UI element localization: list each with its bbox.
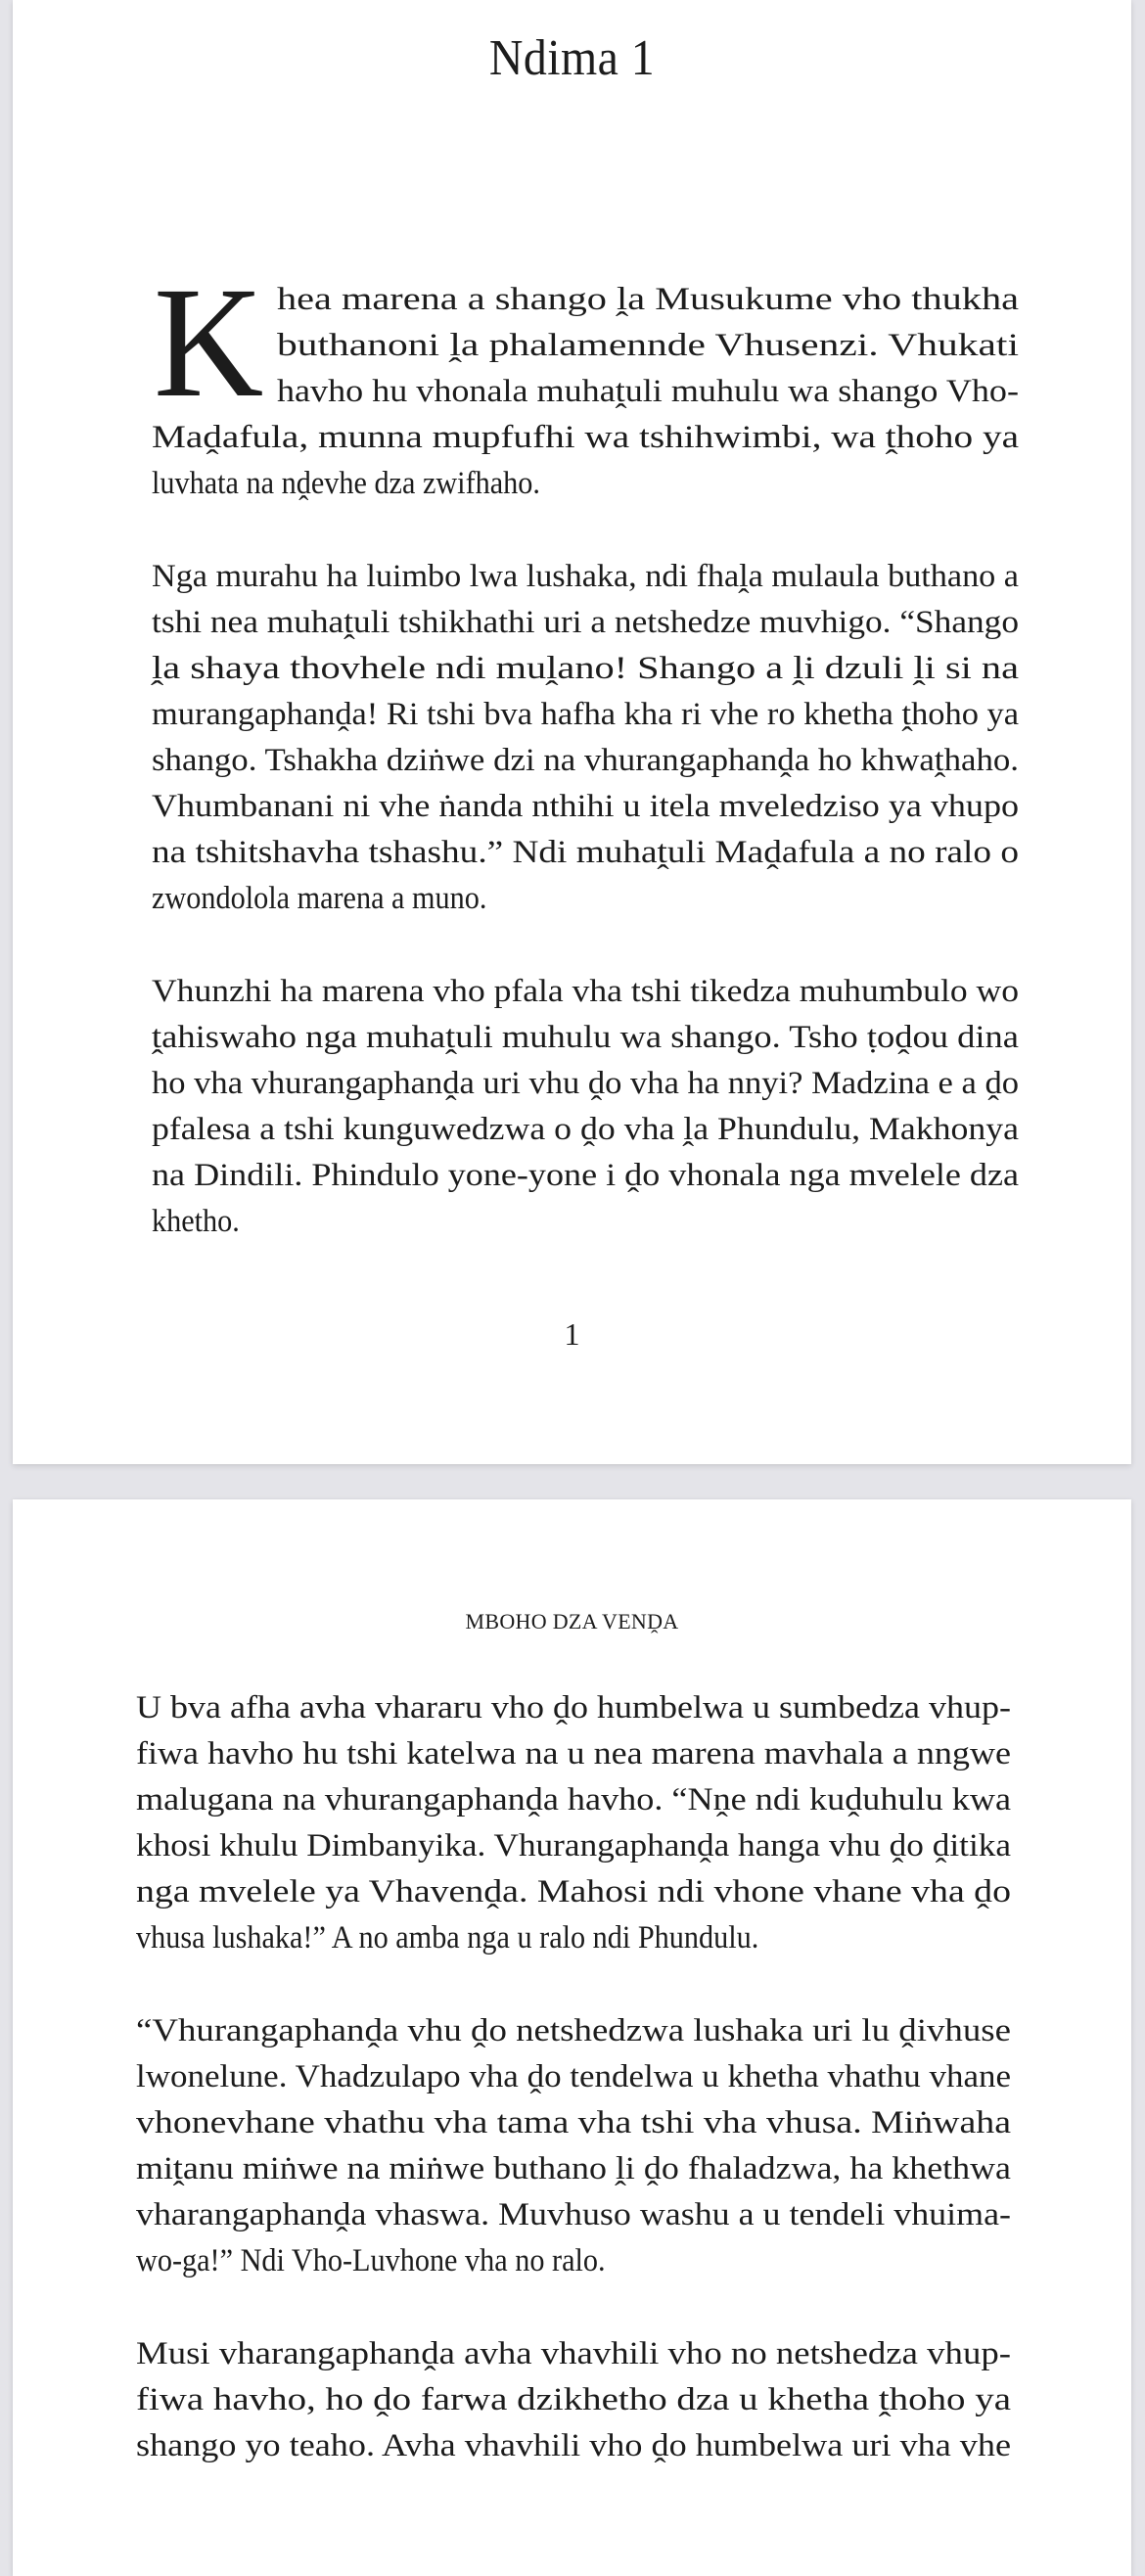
text-line: Vhunzhi ha marena vho pfala vha tshi tikedza muhumbulo wo [152, 974, 1019, 1009]
text-line: lwonelune. Vhadzulapo vha ḓo tendelwa u khetha vhathu vhane [136, 2059, 1011, 2094]
text-line: shango yo teaho. Avha vhavhili vho ḓo humbelwa uri vha vhe [136, 2428, 1011, 2463]
text-line: pfalesa a tshi kunguwedzwa o ḓo vha ḽa Phundulu, Makhonya [152, 1112, 1019, 1147]
text-line: hea marena a shango ḽa Musukume vho thukha [277, 282, 1019, 317]
text-line: “Vhurangaphanḓa vhu ḓo netshedzwa lushaka uri lu ḓivhuse [136, 2013, 1011, 2048]
text-line: Nga murahu ha luimbo lwa lushaka, ndi fhaḽa mulaula buthano a [152, 559, 1019, 594]
text-line: vharangaphanḓa vhaswa. Muvhuso washu a u tendeli vhuima- [136, 2197, 1011, 2232]
text-line: luvhata na nḓevhe dza zwifhaho. [152, 466, 540, 501]
text-line: ḽa shaya thovhele ndi muḽano! Shango a ḽi dzuli ḽi si na [152, 651, 1019, 686]
text-line: fiwa havho, ho ḓo farwa dzikhetho dza u khetha ṱhoho ya [136, 2382, 1011, 2417]
text-line: na Dindili. Phindulo yone-yone i ḓo vhonala nga mvelele dza [152, 1158, 1019, 1193]
text-line: shango. Tshakha dziṅwe dzi na vhurangaphanḓa ho khwaṱhaho. [152, 743, 1019, 778]
text-line: U bva afha avha vhararu vho ḓo humbelwa u sumbedza vhup- [136, 1690, 1011, 1725]
text-line: khetho. [152, 1204, 240, 1239]
text-line: khosi khulu Dimbanyika. Vhurangaphanḓa hanga vhu ḓo ḓitika [136, 1828, 1011, 1863]
text-line: malugana na vhurangaphanḓa havho. “Nṋe ndi kuḓuhulu kwa [136, 1782, 1011, 1817]
text-line: Vhumbanani ni vhe ṅanda nthihi u itela mveledziso ya vhupo [152, 789, 1019, 824]
chapter-title: Ndima 1 [488, 30, 656, 86]
text-line: Musi vharangaphanḓa avha vhavhili vho no netshedza vhup- [136, 2336, 1011, 2371]
text-line: wo-ga!” Ndi Vho-Luvhone vha no ralo. [136, 2243, 606, 2278]
text-line: fiwa havho hu tshi katelwa na u nea marena mavhala a nngwe [136, 1736, 1011, 1771]
text-line: vhusa lushaka!” A no amba nga u ralo ndi Phundulu. [136, 1920, 759, 1955]
running-head: MBOHO DZA VENḒA [465, 1609, 679, 1633]
text-line: zwondolola marena a muno. [152, 881, 487, 916]
document-page-1 [13, 0, 1131, 1464]
text-line: vhonevhane vhathu vha tama vha tshi vha vhusa. Miṅwaha [136, 2105, 1011, 2140]
text-line: na tshitshavha tshashu.” Ndi muhaṱuli Maḓafula a no ralo o [152, 835, 1019, 870]
text-line: ho vha vhurangaphanḓa uri vhu ḓo vha ha nnyi? Madzina e a ḓo [152, 1066, 1019, 1101]
text-line: miṱanu miṅwe na miṅwe buthano ḽi ḓo fhaladzwa, ha khethwa [136, 2151, 1011, 2186]
text-line: tshi nea muhaṱuli tshikhathi uri a netshedze muvhigo. “Shango [152, 605, 1019, 640]
text-line: nga mvelele ya Vhavenḓa. Mahosi ndi vhone vhane vha ḓo [136, 1874, 1011, 1909]
page-number: 1 [564, 1316, 580, 1352]
text-line: havho hu vhonala muhaṱuli muhulu wa shango Vho- [277, 374, 1019, 409]
text-line: buthanoni ḽa phalamennde Vhusenzi. Vhukati [277, 328, 1019, 363]
text-line: ṱahiswaho nga muhaṱuli muhulu wa shango. Tsho ṭoḓou dina [152, 1020, 1019, 1055]
text-line: murangaphanḓa! Ri tshi bva hafha kha ri vhe ro khetha ṱhoho ya [152, 697, 1019, 732]
document-page-2 [13, 1499, 1131, 2576]
drop-cap: K [154, 255, 264, 431]
text-line: Maḓafula, munna mupfufhi wa tshihwimbi, wa ṱhoho ya [152, 420, 1019, 455]
